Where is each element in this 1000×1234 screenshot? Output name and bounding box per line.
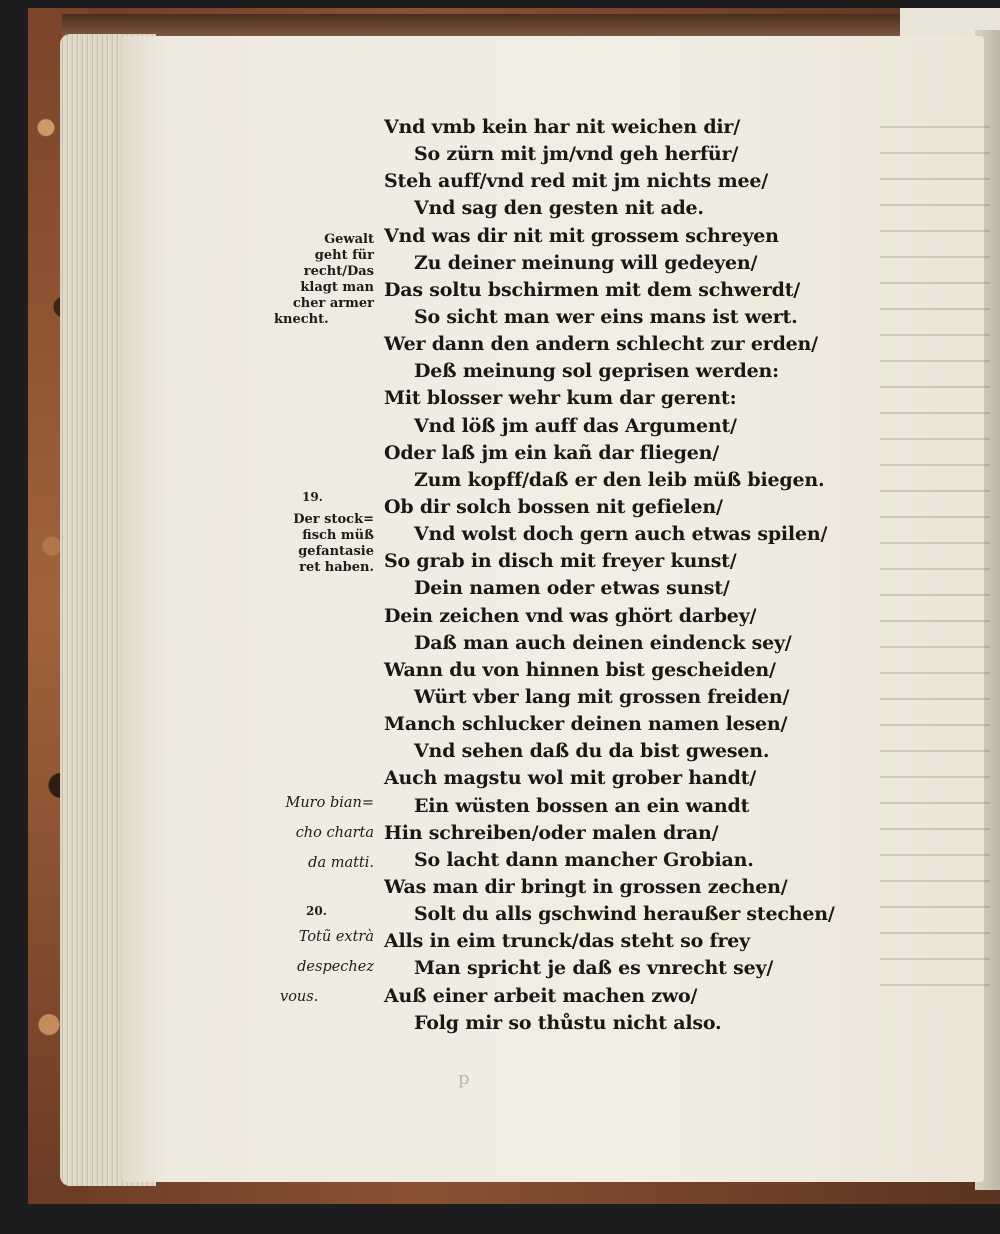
verse-line: Solt du alls gschwind heraußer stechen/ — [414, 903, 835, 926]
verse-line: Dein namen oder etwas sunst/ — [414, 577, 730, 600]
note-line: knecht. — [274, 312, 329, 327]
note-line: recht/Das — [303, 264, 374, 279]
verse-line: Würt vber lang mit grossen freiden/ — [414, 685, 790, 708]
verse-line: Wann du von hinnen bist gescheiden/ — [384, 658, 776, 681]
verse-line: Hin schreiben/oder malen dran/ — [384, 821, 719, 844]
verse-line: Manch schlucker deinen namen lesen/ — [384, 713, 788, 736]
verse-line: Dein zeichen vnd was ghört darbey/ — [384, 604, 757, 627]
note-line: klagt man — [300, 280, 374, 295]
signature-mark: p — [458, 1068, 470, 1089]
note-line: Der stock= — [293, 512, 374, 527]
verse-line: Ob dir solch bossen nit gefielen/ — [384, 495, 723, 518]
note-number-19: 19. — [302, 490, 323, 504]
verse-line: Auch magstu wol mit grober handt/ — [384, 767, 757, 790]
marginal-note-stockfisch — [262, 512, 374, 576]
verse-line: Steh auff/vnd red mit jm nichts mee/ — [384, 170, 769, 193]
verse-line: Man spricht je daß es vnrecht sey/ — [414, 957, 774, 980]
verse-line: Ein wüsten bossen an ein wandt — [414, 794, 750, 817]
note-line: da matti. — [308, 855, 374, 871]
verse-line: Oder laß jm ein kañ dar fliegen/ — [384, 441, 720, 464]
note-line: vous. — [280, 989, 319, 1005]
marginal-note-gewalt — [262, 232, 374, 328]
cover-top-edge — [62, 14, 942, 36]
note-line: cher armer — [292, 296, 374, 311]
verse-line: Vnd löß jm auff das Argument/ — [414, 414, 737, 437]
verse-line: So grab in disch mit freyer kunst/ — [384, 550, 737, 573]
verse-line: Vnd sehen daß du da bist gwesen. — [414, 740, 770, 763]
note-line: cho charta — [295, 825, 374, 841]
note-number-20: 20. — [306, 904, 327, 918]
verse-line: Auß einer arbeit machen zwo/ — [384, 984, 698, 1007]
verse-line: Mit blosser wehr kum dar gerent: — [384, 387, 737, 410]
verse-line: Folg mir so thůstu nicht also. — [414, 1011, 722, 1034]
verse-line: So lacht dann mancher Grobian. — [414, 848, 754, 871]
verse-line: Das soltu bschirmen mit dem schwerdt/ — [384, 278, 801, 301]
note-line: Totũ extrà — [298, 929, 374, 945]
verse-text-block — [384, 114, 904, 1037]
verse-line: Deß meinung sol geprisen werden: — [414, 360, 779, 383]
marginal-note-muro — [256, 788, 374, 878]
verse-line: Vnd vmb kein har nit weichen dir/ — [384, 116, 740, 138]
verse-line: Was man dir bringt in grossen zechen/ — [384, 875, 788, 898]
verse-line: Daß man auch deinen eindenck sey/ — [414, 631, 792, 654]
note-line: fisch müß — [302, 528, 374, 543]
note-line: gefantasie — [298, 544, 374, 559]
note-line: Muro bian= — [285, 795, 374, 811]
verse-line: So sicht man wer eins mans ist wert. — [414, 305, 798, 328]
marginal-note-totum — [256, 922, 374, 1012]
verse-line: Alls in eim trunck/das steht so frey — [384, 930, 751, 953]
note-line: despechez — [297, 959, 374, 975]
verse-line: Vnd sag den gesten nit ade. — [414, 197, 704, 220]
verse-line: Vnd wolst doch gern auch etwas spilen/ — [414, 523, 828, 546]
verse-line: Vnd was dir nit mit grossem schreyen — [384, 224, 779, 247]
verse-line: So zürn mit jm/vnd geh herfür/ — [414, 143, 739, 166]
verse-line: Wer dann den andern schlecht zur erden/ — [384, 333, 818, 356]
verse-line: Zu deiner meinung will gedeyen/ — [414, 251, 758, 274]
verse-line: Zum kopff/daß er den leib müß biegen. — [414, 468, 825, 491]
note-line: geht für — [314, 248, 374, 263]
note-line: ret haben. — [299, 560, 374, 575]
note-line: Gewalt — [324, 232, 374, 247]
